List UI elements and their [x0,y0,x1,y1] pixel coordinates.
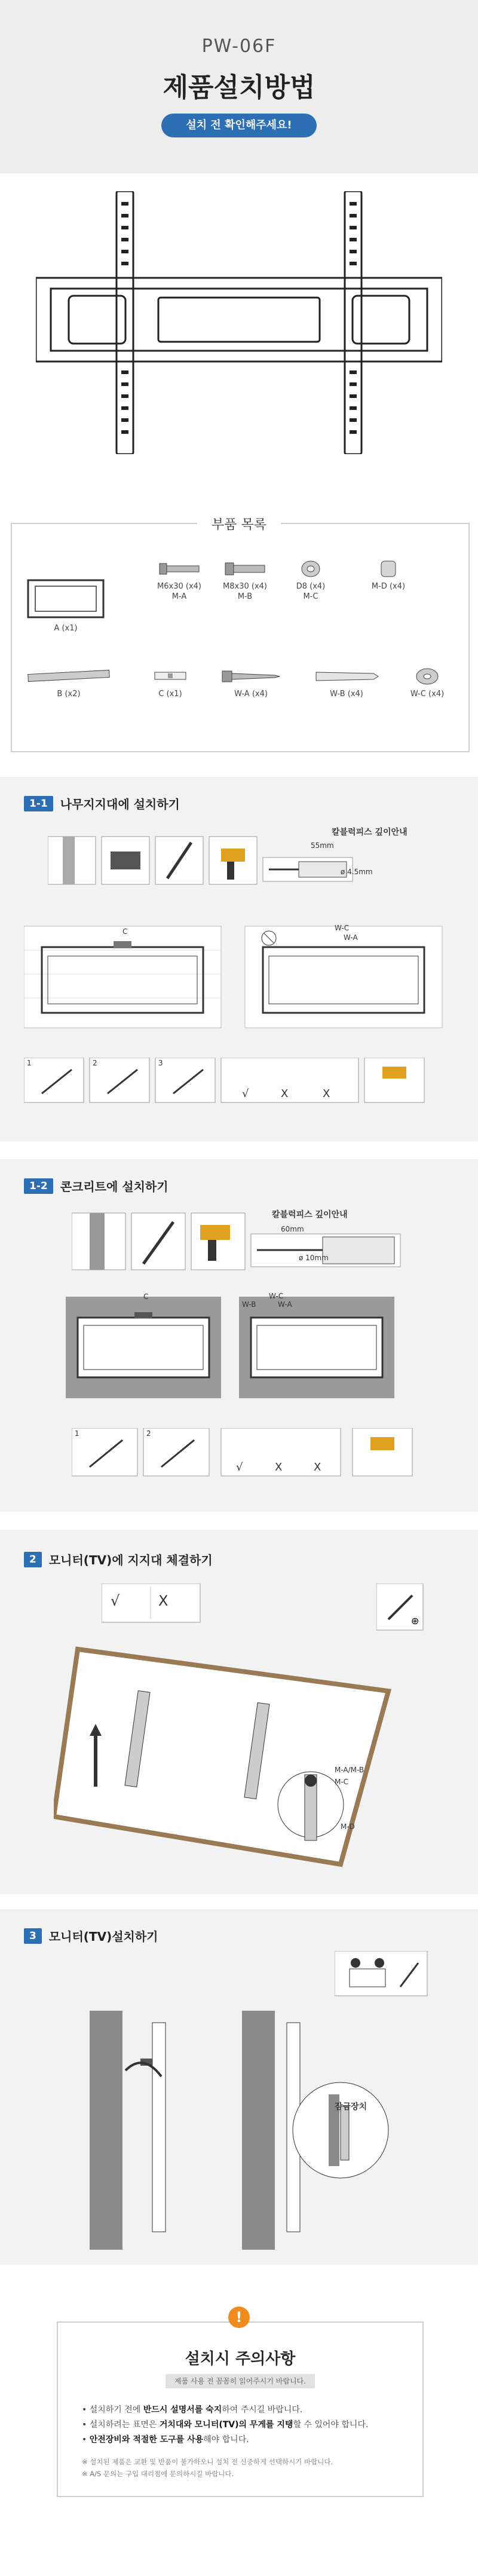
check-ok: √ [236,1461,243,1474]
label-wa: W-A [278,1300,292,1309]
part-wc-label: W-C (x4) [410,690,445,699]
caution-box [57,2321,424,2497]
step-title: 콘크리트에 설치하기 [60,1180,168,1194]
check-ng: X [281,1088,289,1100]
screw-depth-caption: 칼블럭피스 깊이안내 [272,1210,348,1220]
caution-text: 하여 주시길 바랍니다. [222,2405,303,2415]
check-before-install-badge: 설치 전 확인해주세요! [161,114,317,137]
part-mb-label: M8x30 (x4) [223,582,267,591]
ng-mark: X [158,1592,168,1609]
label-mc: M-C [335,1778,349,1786]
spacer-icon [376,560,400,578]
caution-text: 할 수 있어야 합니다. [293,2420,369,2430]
parts-list [11,517,470,752]
check-ng: X [314,1461,321,1474]
part-mc [287,560,335,602]
part-wc [394,667,460,699]
step-number: 1-1 [24,796,53,811]
label-md: M-D [341,1823,355,1831]
part-c-label: C (x1) [158,690,182,699]
caution-subtitle: 제품 사용 전 꼼꼼히 읽어주시기 바랍니다. [166,2374,315,2388]
concrete-steps-strip [72,1428,418,1479]
level-c-icon [152,667,188,685]
screw-depth-caption: 칼블럭피스 깊이안내 [332,828,407,837]
svg-text:⊕: ⊕ [411,1615,419,1627]
tv-hanging-illustration [90,2011,400,2250]
header [0,0,478,173]
label-wb: W-B [242,1300,256,1309]
step-1-1-header [24,795,180,812]
washer-icon [415,667,439,685]
model-name: PW-06F [201,36,277,57]
caution-item [82,2418,368,2430]
part-wa-label: W-A (x4) [234,690,268,699]
wood-mount-illustration [24,914,454,1034]
caution-text: 설치하려는 표면은 [89,2420,160,2430]
check-ng: X [275,1461,283,1474]
concrete-tools-illustration [72,1207,406,1273]
caution-emphasis: 안전장비와 적절한 도구를 사용 [89,2435,204,2445]
label-wc: W-C [335,924,350,932]
step-3-section [0,1909,478,2265]
parts-list-title: 부품 목록 [197,514,281,533]
diameter-value: ø 10mm [299,1254,329,1262]
step-3-header [24,1927,158,1944]
part-md-label: M-D (x4) [371,582,406,591]
depth-value: 60mm [281,1225,304,1233]
ok-mark: √ [111,1592,120,1609]
part-b-label: B (x2) [57,690,81,699]
main-bracket-illustration [36,191,442,454]
depth-value: 55mm [311,841,334,850]
caution-emphasis: 반드시 설명서를 숙지 [143,2405,222,2415]
label-wc: W-C [269,1292,284,1300]
step-number: 3 [24,1928,42,1944]
check-ok: √ [242,1088,249,1100]
part-mb [215,560,275,602]
part-c [143,667,197,699]
lag-screw-icon [221,667,281,685]
part-ma [149,560,209,602]
part-mc-label: D8 (x4) [296,582,326,591]
part-md [358,560,418,592]
step-3-label: 3 [158,1059,163,1067]
two-person-tools-box [335,1951,430,1999]
step-number: 2 [24,1552,42,1567]
step-title: 나무지지대에 설치하기 [60,797,180,811]
bolt-icon [158,560,200,578]
step-1-2-section [0,1159,478,1512]
part-mc-code: M-C [303,592,318,601]
step-1-label: 1 [75,1429,79,1438]
step-2-header [24,1551,213,1568]
lock-label: 잠금장치 [335,2102,367,2112]
bolt-icon [224,560,266,578]
label-c: C [143,1292,149,1301]
part-ma-code: M-A [171,592,187,601]
anchor-icon [314,667,379,685]
step-title: 모니터(TV)에 지지대 체결하기 [48,1553,213,1567]
caution-note: ※ A/S 문의는 구입 대리점에 문의하시길 바랍니다. [82,2470,234,2478]
step-1-1-section [0,777,478,1141]
caution-title: 설치시 주의사항 [185,2350,296,2368]
diameter-value: ø 4.5mm [341,868,373,876]
part-ma-label: M6x30 (x4) [157,582,201,591]
label-c: C [122,927,128,936]
step-1-2-header [24,1177,168,1194]
part-wa [215,667,287,699]
part-a [24,578,108,633]
part-mb-code: M-B [237,592,253,601]
caution-emphasis: 거치대와 모니터(TV)의 무게를 지탱 [159,2420,293,2430]
check-ng: X [323,1088,330,1100]
part-b [24,667,114,699]
step-1-label: 1 [27,1059,32,1067]
concrete-mount-illustration [66,1291,412,1398]
step-2-label: 2 [146,1429,151,1438]
caution-item [82,2433,249,2445]
label-mab: M-A/M-B [335,1766,364,1774]
caution-item [82,2403,302,2415]
step-title: 모니터(TV)설치하기 [48,1929,158,1944]
warning-icon: ! [228,2307,250,2328]
step-2-section [0,1530,478,1894]
tv-back-illustration [54,1637,436,1876]
step-2-label: 2 [93,1059,97,1067]
wood-steps-strip [24,1058,454,1105]
step-number: 1-2 [24,1178,53,1194]
screwdriver-icon [376,1583,424,1631]
vertical-arm-b-icon [27,667,111,685]
bracket-a-icon [27,578,105,620]
label-wa: W-A [344,933,358,942]
caution-text: 해야 합니다. [203,2435,249,2445]
part-wb [311,667,382,699]
part-a-label: A (x1) [54,624,78,633]
caution-text: 설치하기 전에 [89,2405,143,2415]
page-title: 제품설치방법 [163,72,315,103]
part-wb-label: W-B (x4) [330,690,363,699]
caution-note: ※ 설치된 제품은 교환 및 반품이 불가하오니 설치 전 신중하게 선택하시기 바랍니다. [82,2458,333,2466]
washer-icon [301,560,321,578]
